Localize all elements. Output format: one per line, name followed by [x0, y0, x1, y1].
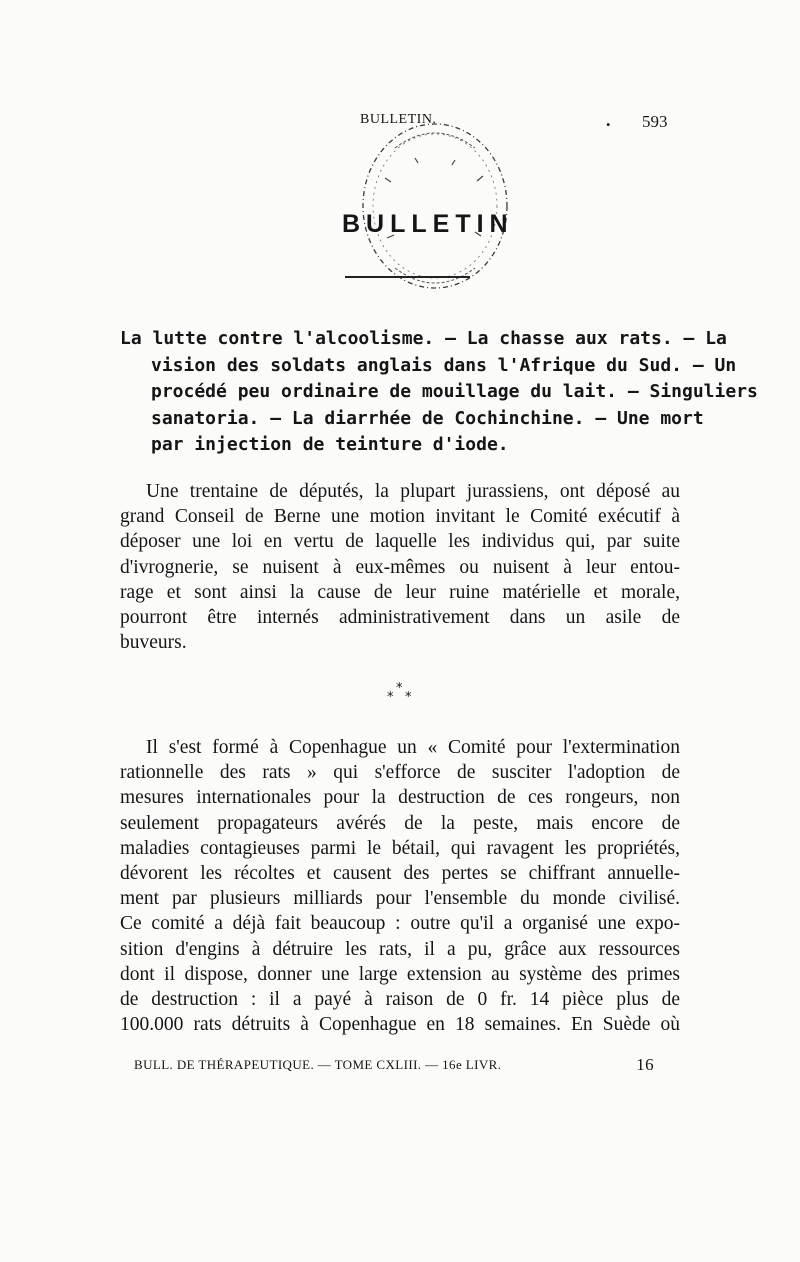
summary-line: procédé peu ordinaire de mouillage du lait. — Singuliers: [151, 381, 758, 402]
asterism-star: *: [387, 690, 394, 705]
paragraph-line: maladies contagieuses parmi le bétail, qui ravagent les propriétés,: [120, 837, 680, 859]
summary-line: sanatoria. — La diarrhée de Cochinchine. — Une mort: [151, 407, 704, 429]
asterism: [382, 681, 422, 711]
signature-mark: 16: [636, 1055, 654, 1074]
library-stamp: [355, 118, 515, 300]
paragraph-rats: [120, 735, 680, 1037]
paragraph-line: mesures internationales pour la destruction de ces rongeurs, non: [120, 787, 680, 809]
asterism-star: *: [396, 681, 403, 696]
summary-line: par injection de teinture d'iode.: [151, 434, 509, 455]
paragraph-line: Il s'est formé à Copenhague un « Comité pour l'extermination: [146, 737, 680, 758]
header-dot: .: [606, 110, 611, 130]
paragraph-line: rage et sont ainsi la cause de leur ruine matérielle et morale,: [120, 581, 680, 603]
paragraph-line: 100.000 rats détruits à Copenhague en 18 semaines. En Suède où: [120, 1014, 680, 1036]
page-title: BULLETIN: [342, 210, 514, 238]
summary-line: vision des soldats anglais dans l'Afrique du Sud. — Un: [151, 354, 737, 376]
paragraph-line: déposer une loi en vertu de laquelle les individus qui, par suite: [120, 531, 680, 553]
paragraph-line: grand Conseil de Berne une motion invitant le Comité exécutif à: [120, 506, 680, 528]
paragraph-line: seulement propagateurs avérés de la peste, mais encore de: [120, 812, 680, 834]
paragraph-line: ment par plusieurs milliards pour l'ensemble du monde civilisé.: [120, 888, 680, 910]
paragraph-line: rationnelle des rats » qui s'efforce de susciter l'adoption de: [120, 762, 680, 784]
asterism-star: *: [405, 690, 412, 705]
paragraph-line: buveurs.: [120, 632, 187, 654]
title-rule: [345, 276, 470, 278]
paragraph-line: pourront être internés administrativement dans un asile de: [120, 607, 680, 629]
summary-block: [120, 326, 758, 459]
paragraph-line: Une trentaine de députés, la plupart jurassiens, ont déposé au: [146, 481, 680, 502]
footer-text: BULL. DE THÉRAPEUTIQUE. — TOME CXLIII. — 16e LIVR.: [134, 1057, 502, 1072]
paragraph-line: dont il dispose, donner une large extension au système des primes: [120, 963, 680, 985]
paragraph-line: sition d'engins à détruire les rats, il a pu, grâce aux ressources: [120, 938, 680, 960]
paragraph-line: Ce comité a déjà fait beaucoup : outre qu'il a organisé une expo-: [120, 913, 680, 935]
paragraph-line: d'ivrognerie, se nuisent à eux-mêmes ou nuisent à leur entou-: [120, 556, 680, 578]
paragraph-line: dévorent les récoltes et causent des pertes se chiffrant annuelle-: [120, 863, 680, 885]
page-number: 593: [642, 112, 668, 131]
paragraph-alcoolisme: [120, 479, 680, 655]
summary-line: La lutte contre l'alcoolisme. — La chasse aux rats. — La: [120, 328, 727, 349]
paragraph-line: de destruction : il a payé à raison de 0 fr. 14 pièce plus de: [120, 989, 680, 1011]
running-head: BULLETIN.: [360, 112, 437, 127]
footer: [134, 1057, 654, 1073]
